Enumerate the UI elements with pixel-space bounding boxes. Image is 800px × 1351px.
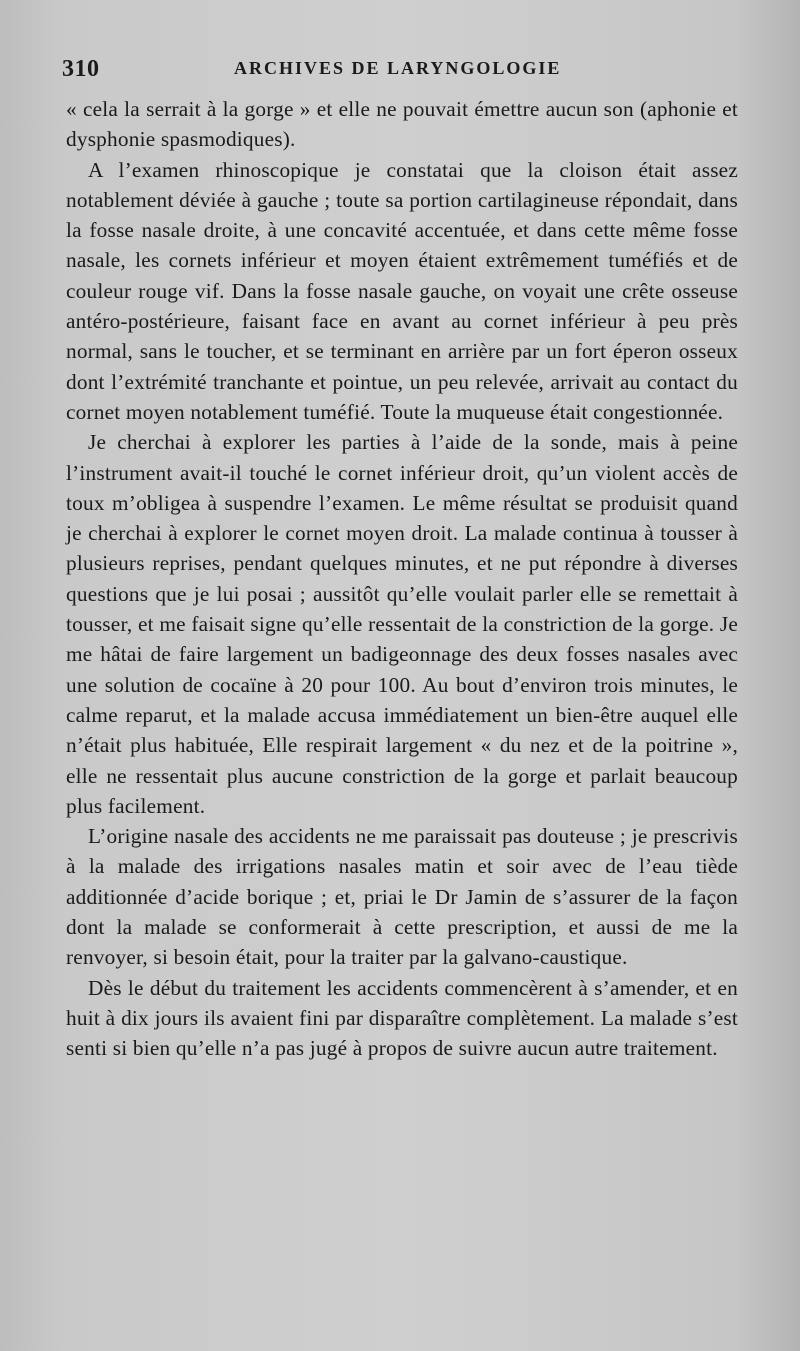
- body-text: [66, 94, 738, 1064]
- page-header: [62, 52, 742, 88]
- paragraph: A l’examen rhinoscopique je constatai que la cloison était assez notablement déviée à gauche ; toute sa portion cartilagineuse répondait, dans la fosse nasale droite, à une concavité accentuée, et dans cette même fosse nasale, les cornets inférieur et moyen étaient extrêmement tuméfiés et de couleur rouge vif. Dans la fosse nasale gauche, on voyait une crête osseuse antéro-postérieure, faisant face en avant au cornet inférieur à peu près normal, sans le toucher, et se terminant en arrière par un fort éperon osseux dont l’extrémité tranchante et pointue, un peu relevée, arrivait au contact du cornet moyen notablement tuméfié. Toute la muqueuse était congestionnée.: [66, 157, 738, 424]
- paragraph: « cela la serrait à la gorge » et elle ne pouvait émettre aucun son (aphonie et dysphonie spasmodiques).: [66, 97, 738, 152]
- paragraph: Je cherchai à explorer les parties à l’aide de la sonde, mais à peine l’instrument avait-il touché le cornet inférieur droit, qu’un violent accès de toux m’obligea à suspendre l’examen. Le même résultat se produisit quand je cherchai à explorer le cornet moyen droit. La malade continua à tousser à plusieurs reprises, pendant quelques minutes, et ne put répondre à diverses questions que je lui posai ; aussitôt qu’elle voulait parler elle se remettait à tousser, et me faisait signe qu’elle ressentait de la constriction de la gorge. Je me hâtai de faire largement un badigeonnage des deux fosses nasales avec une solution de cocaïne à 20 pour 100. Au bout d’environ trois minutes, le calme reparut, et la malade accusa immédiatement un bien-être auquel elle n’était plus habituée, Elle respirait largement « du nez et de la poitrine », elle ne ressentait plus aucune constriction de la gorge et parlait beaucoup plus facilement.: [66, 430, 738, 818]
- paragraph: L’origine nasale des accidents ne me paraissait pas douteuse ; je prescrivis à la malade des irrigations nasales matin et soir avec de l’eau tiède additionnée d’acide borique ; et, priai le Dr Jamin de s’assurer de la façon dont la malade se conformerait à cette prescription, et aussi de me la renvoyer, si besoin était, pour la traiter par la galvano-caustique.: [66, 824, 738, 970]
- page-number: 310: [62, 56, 100, 82]
- paragraph: Dès le début du traitement les accidents commencèrent à s’amender, et en huit à dix jours ils avaient fini par disparaître complètement. La malade s’est senti si bien qu’elle n’a pas jugé à propos de suivre aucun autre traitement.: [66, 975, 738, 1061]
- running-title: ARCHIVES DE LARYNGOLOGIE: [234, 58, 562, 78]
